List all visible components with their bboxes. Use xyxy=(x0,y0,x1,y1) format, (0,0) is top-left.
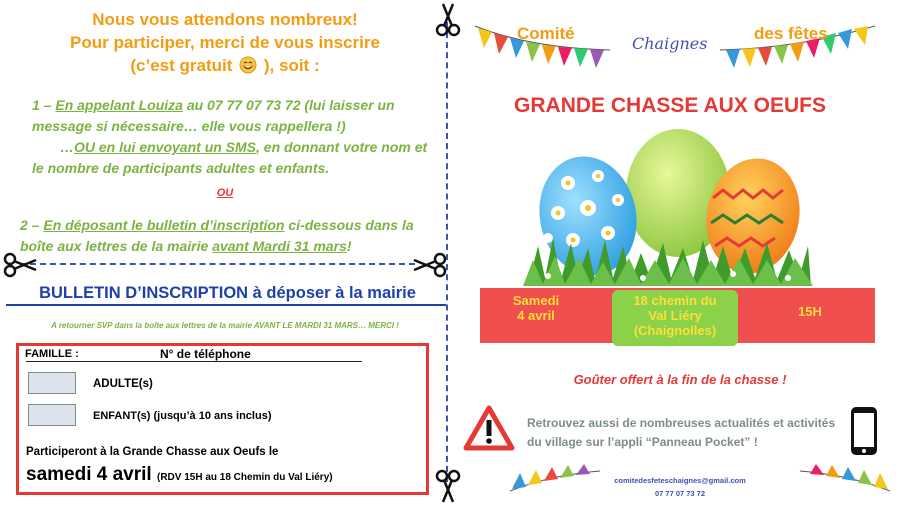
adult-count-box[interactable] xyxy=(28,372,76,394)
band-place: 18 chemin du Val Liéry (Chaignolles) xyxy=(633,293,717,338)
fetes-label: des fêtes xyxy=(754,24,828,43)
participation-text: Participeront à la Grande Chasse aux Oeufs le xyxy=(26,446,279,458)
or-separator: OU xyxy=(216,187,234,199)
contact-phone: 07 77 07 73 72 xyxy=(654,489,706,498)
child-count-box[interactable] xyxy=(28,404,76,426)
adulte-label: ADULTE(s) xyxy=(93,378,153,390)
cut-line-horizontal xyxy=(20,263,415,265)
main-title: GRANDE CHASSE AUX OEUFS xyxy=(514,94,826,117)
scissors-icon xyxy=(2,252,38,278)
scissors-icon xyxy=(435,2,461,38)
warning-icon xyxy=(463,405,515,451)
event-date-line xyxy=(26,464,333,486)
return-note: A retourner SVP dans la boîte aux lettres de la mairie AVANT LE MARDI 31 MARS… MERCI ! xyxy=(51,321,399,330)
rdv-note: (RDV 15H au 18 Chemin du Val Liéry) xyxy=(156,472,333,483)
heading-line-1: Nous vous attendons nombreux! xyxy=(92,10,358,29)
band-date: Samedi 4 avril xyxy=(512,293,560,323)
chaignes-label: Chaignes xyxy=(632,34,708,53)
easter-eggs-image xyxy=(523,128,813,286)
panneau-pocket-note: Retrouvez aussi de nombreuses actualités et activités du village sur l’appli “Panneau Pocket” ! xyxy=(527,416,836,449)
band-hour: 15H xyxy=(798,304,822,319)
scissors-icon xyxy=(435,468,461,504)
comite-label: Comité xyxy=(517,24,575,43)
heading-line-3: (c’est gratuit ), soit : xyxy=(130,56,320,75)
smiley-icon xyxy=(239,56,257,74)
famille-write-line[interactable] xyxy=(26,361,362,362)
heading-line-2: Pour participer, merci de vous inscrire xyxy=(70,33,380,52)
bulletin-title-underline xyxy=(6,304,446,306)
option-2-text: 2 – En déposant le bulletin d’inscription ci-dessous dans la boîte aux lettres de la mairie avant Mardi 31 mars! xyxy=(20,217,414,254)
smartphone-icon xyxy=(849,405,879,457)
bulletin-title: BULLETIN D’INSCRIPTION à déposer à la mairie xyxy=(39,284,416,302)
contact-email[interactable]: comitedesfeteschaignes@gmail.com xyxy=(614,476,746,485)
option-1-text: 1 – En appelant Louiza au 07 77 07 73 72 (lui laisser un message si nécessaire… elle vous rappellera !) …OU en lui envoyant un SMS, en donnant votre nom et le nombre de participants adultes et enfants. xyxy=(32,97,428,176)
scissors-icon xyxy=(412,252,448,278)
snack-note: Goûter offert à la fin de la chasse ! xyxy=(573,372,787,387)
event-date: samedi 4 avril xyxy=(26,464,152,485)
enfant-label: ENFANT(s) (jusqu’à 10 ans inclus) xyxy=(93,410,272,422)
famille-label: FAMILLE : xyxy=(25,348,79,360)
telephone-label: N° de téléphone xyxy=(160,347,251,361)
invitation-heading xyxy=(0,8,450,77)
